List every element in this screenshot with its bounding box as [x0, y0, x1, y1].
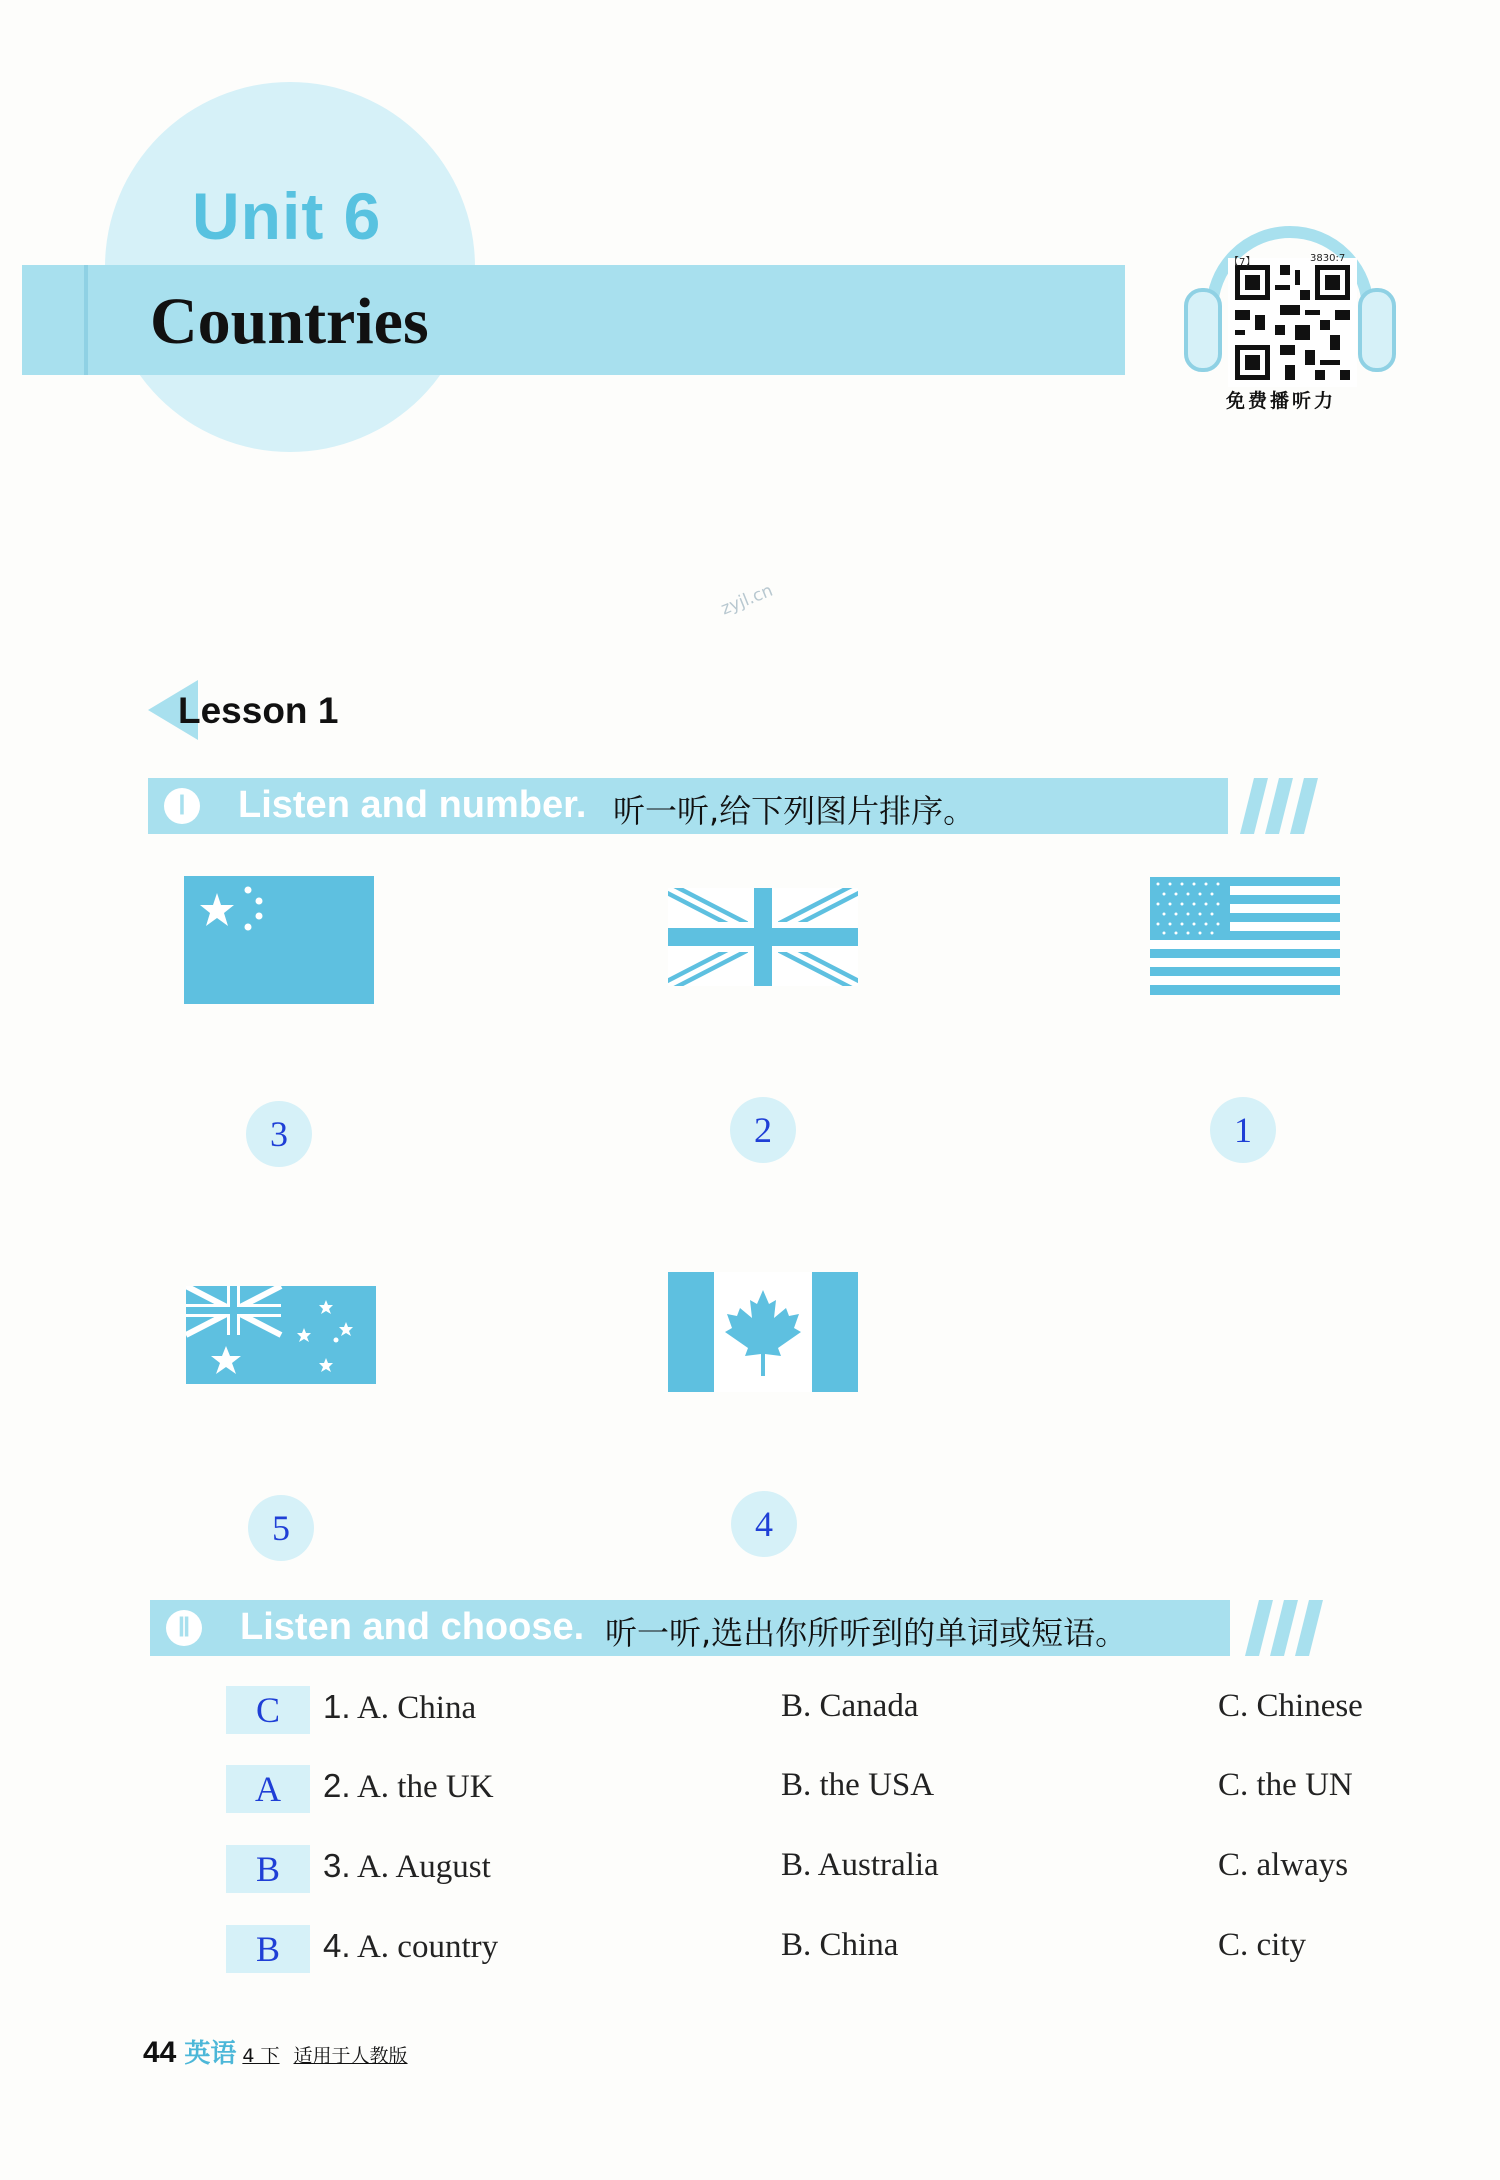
flag-answer-circle[interactable]: 2 — [730, 1097, 796, 1163]
section-2-slash — [1270, 1600, 1298, 1656]
uk-flag-icon — [668, 888, 858, 986]
edition-label: 适用于人教版 — [293, 2045, 408, 2067]
answer-box[interactable]: A — [226, 1765, 310, 1813]
section-1-number: Ⅰ — [164, 788, 200, 824]
section-1-slash — [1265, 778, 1293, 834]
page-number: 44 — [143, 2036, 177, 2069]
question-number: 3. — [323, 1847, 351, 1884]
qr-code-label: 3830:7 — [1310, 253, 1346, 264]
answer-box[interactable]: B — [226, 1845, 310, 1893]
section-2-title-zh: 听一听,选出你所听到的单词或短语。 — [605, 1614, 1128, 1652]
canada-flag-icon — [668, 1272, 858, 1392]
option-c: C. the UN — [1218, 1767, 1353, 1803]
question-number: 1. — [323, 1688, 351, 1725]
usa-flag-icon — [1150, 877, 1340, 995]
subject-label: 英语 — [184, 2039, 237, 2069]
answer-box[interactable]: C — [226, 1686, 310, 1734]
question-row — [0, 1765, 1500, 1825]
flag-answer-circle[interactable]: 4 — [731, 1491, 797, 1557]
section-2-slash — [1295, 1600, 1323, 1656]
option-b: B. the USA — [781, 1767, 935, 1803]
option-b: B. Canada — [781, 1688, 919, 1724]
lesson-title: Lesson 1 — [178, 690, 339, 731]
unit-label: Unit 6 — [192, 179, 382, 253]
section-2-title-en: Listen and choose. — [240, 1606, 585, 1648]
option-a: A. August — [356, 1849, 491, 1885]
option-c: C. city — [1218, 1927, 1306, 1963]
question-number: 2. — [323, 1767, 351, 1804]
australia-flag-icon — [186, 1286, 376, 1384]
qr-tag: 【7】 — [1229, 257, 1256, 268]
question-row — [0, 1686, 1500, 1746]
section-2-number: Ⅱ — [166, 1610, 202, 1646]
page-footer — [143, 2033, 408, 2070]
answer-box[interactable]: B — [226, 1925, 310, 1973]
watermark: zyjl.cn — [718, 580, 776, 620]
flag-answer-circle[interactable]: 3 — [246, 1101, 312, 1167]
section-1-title-zh: 听一听,给下列图片排序。 — [613, 792, 976, 830]
qr-caption: 免费播听力 — [1226, 390, 1337, 412]
option-a: A. the UK — [356, 1769, 494, 1805]
china-flag-icon — [184, 876, 374, 1004]
option-b: B. Australia — [781, 1847, 939, 1883]
flag-answer-circle[interactable]: 5 — [248, 1495, 314, 1561]
grade-label: 4 下 — [242, 2045, 280, 2067]
flag-answer-circle[interactable]: 1 — [1210, 1097, 1276, 1163]
section-2-header — [150, 1600, 1230, 1656]
section-1-title-en: Listen and number. — [238, 784, 587, 826]
question-row — [0, 1845, 1500, 1905]
question-row — [0, 1925, 1500, 1985]
option-a: A. country — [356, 1929, 499, 1965]
section-1-header — [148, 778, 1228, 834]
option-a: A. China — [356, 1690, 477, 1726]
section-1-slash — [1290, 778, 1318, 834]
option-c: C. always — [1218, 1847, 1349, 1883]
question-number: 4. — [323, 1927, 351, 1964]
page-title: Countries — [150, 285, 429, 358]
option-b: B. China — [781, 1927, 899, 1963]
section-2-slash — [1245, 1600, 1273, 1656]
section-1-slash — [1240, 778, 1268, 834]
option-c: C. Chinese — [1218, 1688, 1363, 1724]
qr-code[interactable] — [1228, 258, 1357, 387]
